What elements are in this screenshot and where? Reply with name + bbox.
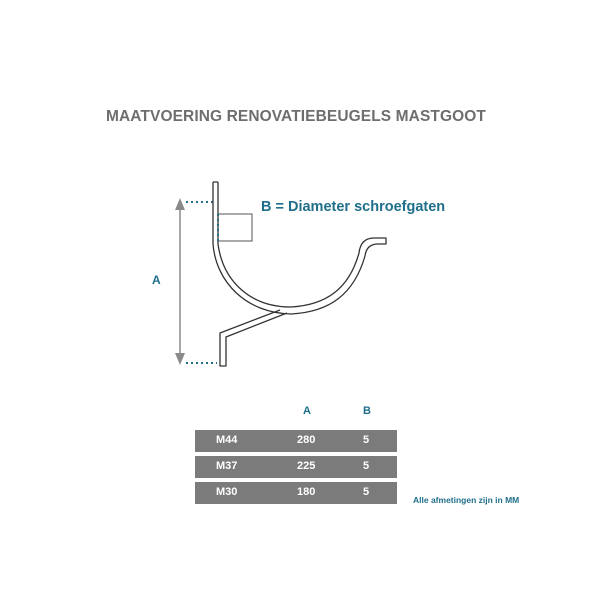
dimension-line-a	[175, 198, 185, 365]
row-model: M37	[216, 460, 238, 472]
row-model: M30	[216, 486, 238, 498]
table-row	[195, 430, 397, 452]
table-row	[195, 482, 397, 504]
row-value-b: 5	[363, 460, 370, 472]
row-value-a: 280	[297, 434, 316, 446]
row-model: M44	[216, 434, 238, 446]
column-header-b: B	[363, 405, 371, 417]
page-title: MAATVOERING RENOVATIEBEUGELS MASTGOOT	[105, 108, 486, 125]
row-value-a: 225	[297, 460, 316, 472]
table-row	[195, 456, 397, 478]
screw-hole-marker	[218, 214, 252, 241]
units-note: Alle afmetingen zijn in MM	[413, 495, 520, 505]
screw-hole-diameter-label: B = Diameter schroefgaten	[261, 199, 446, 215]
row-value-b: 5	[363, 434, 370, 446]
column-header-a: A	[303, 405, 311, 417]
row-value-a: 180	[297, 486, 316, 498]
dimension-a-label: A	[152, 273, 161, 287]
row-value-b: 5	[363, 486, 370, 498]
